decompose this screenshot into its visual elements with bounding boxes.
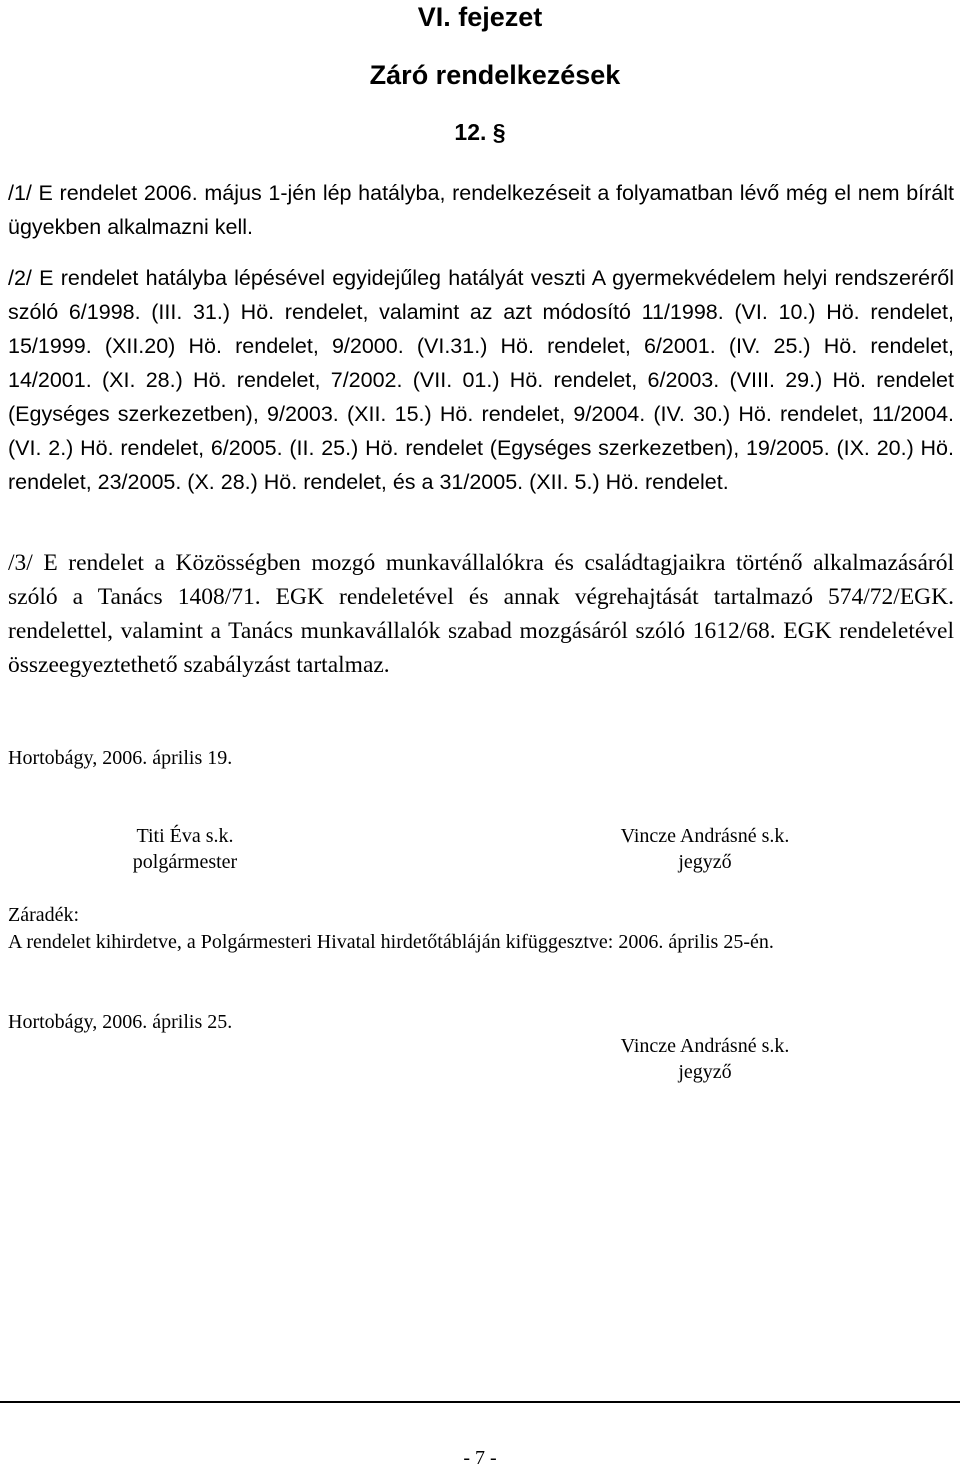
signature-mayor-role: polgármester [132,851,238,873]
chapter-title: Záró rendelkezések [369,60,621,90]
signature-mayor-name: Titi Éva s.k. [136,825,234,847]
signature-notary-2-name: Vincze Andrásné s.k. [620,1035,790,1057]
signature-notary-2-role: jegyző [678,1061,732,1083]
paragraph-1: /1/ E rendelet 2006. május 1-jén lép hatályba, rendelkezéseit a folyamatban lévő még el nem bírált ügyekben alkalmazni kell. [8,181,954,239]
signature-notary-2 [590,1033,820,1085]
signature-mayor [100,823,270,875]
section-number: 12. § [454,119,506,145]
signature-notary-name: Vincze Andrásné s.k. [620,825,790,847]
clause-text: A rendelet kihirdetve, a Polgármesteri Hivatal hirdetőtábláján kifüggesztve: 2006. április 25-én. [8,931,774,953]
clause-label: Záradék: [8,904,80,926]
signature-notary-role: jegyző [678,851,732,873]
paragraph-2: /2/ E rendelet hatályba lépésével egyidejűleg hatályát veszti A gyermekvédelem helyi rendszeréről szóló 6/1998. (III. 31.) Hö. rendelet, valamint az azt módosító 11/1998. (VI. 10.) Hö. rendelet, 15/1999. (XII.20) Hö. rendelet, 9/2000. (VI.31.) Hö. rendelet, 6/2001. (IV. 25.) Hö. rendelet, 14/2001. (XI. 28.) Hö. rendelet, 7/2002. (VII. 01.) Hö. rendelet, 6/2003. (VIII. 29.) Hö. rendelet (Egységes szerkezetben), 9/2003. (XII. 15.) Hö. rendelet, 9/2004. (IV. 30.) Hö. rendelet, 11/2004. (VI. 2.) Hö. rendelet, 6/2005. (II. 25.) Hö. rendelet (Egységes szerkezetben), 19/2005. (IX. 20.) Hö. rendelet, 23/2005. (X. 28.) Hö. rendelet, és a 31/2005. (XII. 5.) Hö. rendelet. [8,266,954,494]
place-date-2: Hortobágy, 2006. április 25. [8,1011,233,1033]
page-number: - 7 - [463,1447,497,1469]
place-date-1: Hortobágy, 2006. április 19. [8,747,233,769]
signature-notary [590,823,820,875]
chapter-heading: VI. fejezet [417,2,543,32]
paragraph-3: /3/ E rendelet a Közösségben mozgó munkavállalókra és családtagjaikra történő alkalmazásáról szóló a Tanács 1408/71. EGK rendeletével és annak végrehajtását tartalmazó 574/72/EGK. rendelettel, valamint a Tanács munkavállalók szabad mozgásáról szóló 1612/68. EGK rendeletével összeegyeztethető szabályzást tartalmaz. [8,550,954,678]
footer-divider [0,1401,960,1403]
